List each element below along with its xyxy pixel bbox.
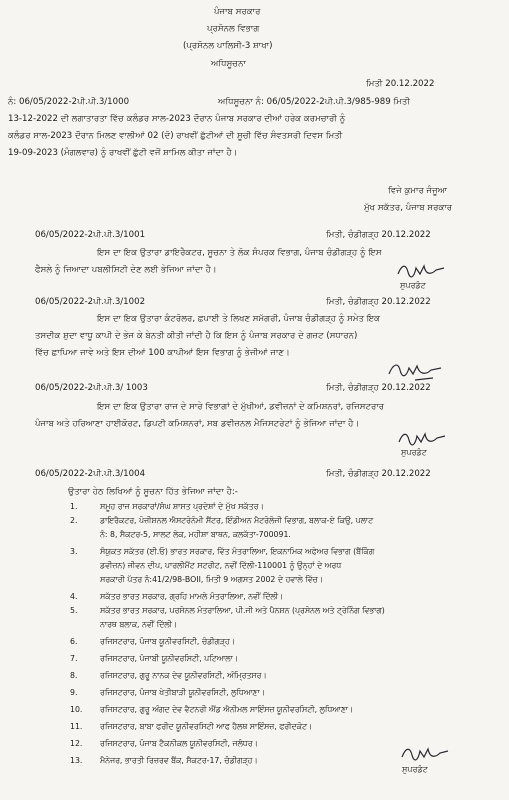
- notification-line: ਕਲੰਡਰ ਸਾਲ-2023 ਦੌਰਾਨ ਮਿਲਣ ਵਾਲੀਆਂ 02 (ਦੋ) ਰਾਖਵੀਂ ਛੁੱਟੀਆਂ ਦੀ ਸੂਚੀ ਵਿੱਚ ਸੰਵਤਸਰੀ ਦਿਵਸ ਮਿਤੀ: [8, 131, 343, 141]
- endorsement-number: 06/05/2022-2ਪੀ.ਪੀ.3/1002: [35, 297, 146, 307]
- header-date: ਮਿਤੀ 20.12.2022: [366, 79, 435, 89]
- signature-title: ਸੁਪਰਡੰਟ: [402, 765, 428, 774]
- header-dept: ਪ੍ਰਸੋਨਲ ਵਿਭਾਗ: [207, 24, 260, 34]
- endorsement-number: 06/05/2022-2ਪੀ.ਪੀ.3/1004: [35, 469, 146, 479]
- endorsement-line: ਵਿੱਚ ਛਾਪਿਆ ਜਾਵੇ ਅਤੇ ਇਸ ਦੀਆਂ 100 ਕਾਪੀਆਂ ਇਸ ਵਿਭਾਗ ਨੂੰ ਭੇਜੀਆਂ ਜਾਣ।: [35, 348, 290, 358]
- endorsement-number: 06/05/2022-2ਪੀ.ਪੀ.3/1001: [35, 230, 146, 240]
- signature-title: ਸੁਪਰਡੰਟ: [401, 448, 427, 457]
- endorsement-line: ਉਤਾਰਾ ਹੇਠ ਲਿਖਿਆਂ ਨੂੰ ਸੂਚਨਾ ਹਿੱਤ ਭੇਜਿਆ ਜਾਂਦਾ ਹੈ:-: [68, 487, 238, 497]
- endorsement-line: ਪੰਜਾਬ ਅਤੇ ਹਰਿਆਣਾ ਹਾਈਕੋਰਟ, ਡਿਪਟੀ ਕਮਿਸ਼ਨਰਾਂ, ਸਬ ਡਵੀਜ਼ਨਲ ਮੈਜਿਸਟਰੇਟਾਂ ਨੂੰ ਭੇਜਿਆ ਜਾਂਦਾ ਹੈ।: [35, 419, 360, 429]
- header-notice: ਅਧਿਸੂਚਨਾ: [211, 59, 246, 69]
- endorsement-line: ਇਸ ਦਾ ਇਕ ਉਤਾਰਾ ਕੰਟਰੋਲਰ, ਛਪਾਈ ਤੇ ਲਿਖਣ ਸਮੱਗਰੀ, ਪੰਜਾਬ ਚੰਡੀਗੜ੍ਹ ਨੂੰ ਸਮੇਤ ਇਕ: [97, 314, 381, 324]
- endorsement-line: ਇਸ ਦਾ ਇਕ ਉਤਾਰਾ ਰਾਜ ਦੇ ਸਾਰੇ ਵਿਭਾਗਾਂ ਦੇ ਮੁੱਖੀਆਂ, ਡਵੀਜ਼ਨਾਂ ਦੇ ਕਮਿਸ਼ਨਰਾਂ, ਰਜਿਸਟਰਾਰ: [97, 402, 385, 412]
- signature-title: ਸੁਪਰਡੰਟ: [400, 281, 426, 290]
- notification-line: 19-09-2023 (ਮੰਗਲਵਾਰ) ਨੂੰ ਰਾਖਵੀਂ ਛੁੱਟੀ ਵਜੋਂ ਸ਼ਾਮਿਲ ਕੀਤਾ ਜਾਂਦਾ ਹੈ।: [8, 148, 238, 158]
- signatory-title: ਮੁੱਖ ਸਕੱਤਰ, ਪੰਜਾਬ ਸਰਕਾਰ: [364, 203, 453, 213]
- notification-line: 13-12-2022 ਦੀ ਲਗਾਤਾਰਤਾ ਵਿੱਚ ਕਲੰਡਰ ਸਾਲ-2023 ਦੌਰਾਨ ਪੰਜਾਬ ਸਰਕਾਰ ਦੀਆਂ ਹਰੇਕ ਕਰਮਚਾਰੀ ਨੂੰ: [8, 114, 346, 124]
- endorsement-line: ਫੈਸਲੇ ਨੂੰ ਜਿਆਦਾ ਪਬਲੀਸਿਟੀ ਦੇਣ ਲਈ ਭੇਜਿਆ ਜਾਂਦਾ ਹੈ।: [35, 265, 217, 275]
- endorsement-date: ਮਿਤੀ, ਚੰਡੀਗੜ੍ਹ 20.12.2022: [326, 230, 431, 240]
- header-branch: (ਪ੍ਰਸੋਨਲ ਪਾਲਿਸੀ-3 ਸ਼ਾਖਾ): [183, 41, 273, 51]
- signatory-name: ਵਿਜੇ ਕੁਮਾਰ ਜੰਜੂਆ: [388, 186, 448, 196]
- endorsement-line: ਤਸਦੀਕ ਸ਼ੁਦਾ ਵਾਧੂ ਕਾਪੀ ਦੇ ਭੇਜ ਕੇ ਬੇਨਤੀ ਕੀਤੀ ਜਾਂਦੀ ਹੈ ਕਿ ਇਸ ਨੂੰ ਪੰਜਾਬ ਸਰਕਾਰ ਦੇ ਗਜ਼ਟ (ਸਧਾਰਨ): [35, 331, 358, 341]
- endorsement-date: ਮਿਤੀ, ਚੰਡੀਗੜ੍ਹ 20.12.2022: [326, 383, 431, 393]
- header-govt: ਪੰਜਾਬ ਸਰਕਾਰ: [214, 7, 261, 17]
- endorsement-date: ਮਿਤੀ, ਚੰਡੀਗੜ੍ਹ 20.12.2022: [326, 297, 431, 307]
- notification-number-left: ਨੰ: 06/05/2022-2ਪੀ.ਪੀ.3/1000: [8, 97, 130, 107]
- endorsement-line: ਇਸ ਦਾ ਇਕ ਉਤਾਰਾ ਡਾਇਰੈਕਟਰ, ਸੂਚਨਾ ਤੇ ਲੋਕ ਸੰਪਰਕ ਵਿਭਾਗ, ਪੰਜਾਬ ਚੰਡੀਗੜ੍ਹ ਨੂੰ ਇਸ: [97, 248, 382, 258]
- distribution-list: 1. ਸਮੂਹ ਰਾਜ ਸਰਕਾਰਾਂ/ਸੰਘ ਸ਼ਾਸਤ ਪ੍ਰਦੇਸ਼ਾਂ ਦੇ ਮੁੱਖ ਸਕੱਤਰ। 2. ਡਾਇਰੈਕਟਰ, ਪੋਜ਼ੀਸ਼ਨਲ ਐਸਟਰੋਨੋਮੀ ਸੈਂਟਰ, ਇੰਡੀਅਨ ਮੈਟਰੋਲੋਜੀ ਵਿਭਾਗ, ਬਲਾਕ-ਏ ਕਿਉ, ਪਲਾਟ ਨੰ: 8, ਸੈਕਟਰ-5, ਸਾਲਟ ਲੇਕ, ਮਹੀਸ਼ਾ ਬਾਥਨ, ਕਲਕੱਤਾ-700091. 3. ਸੰਯੁਕਤ ਸਕੱਤਰ (ਈ.ਓ) ਭਾਰਤ ਸਰਕਾਰ, ਵਿੱਤ ਮੰਤਰਾਲਿਆ, ਇਕਨਾਮਿਕ ਅਫੇਅਰ ਵਿਭਾਗ (ਬੈਂਕਿੰਗ ਡਵੀਜ਼ਨ) ਜੀਵਨ ਦੀਪ, ਪਾਰਲੀਮੈਂਟ ਸਟਰੀਟ, ਨਵੀਂ ਦਿੱਲੀ-110001 ਨੂੰ ਉਨ੍ਹਾਂ ਦੇ ਅਰਧ ਸਰਕਾਰੀ ਪੱਤਰ ਨੰ:41/2/98-BOII, ਮਿਤੀ 9 ਅਗਸਤ 2002 ਦੇ ਹਵਾਲੇ ਵਿੱਚ। 4. ਸਕੱਤਰ ਭਾਰਤ ਸਰਕਾਰ, ਗ੍ਰਹਿ ਮਾਮਲੇ ਮੰਤਰਾਲਿਆ, ਨਵੀਂ ਦਿੱਲੀ। 5. ਸਕੱਤਰ ਭਾਰਤ ਸਰਕਾਰ, ਪਰਸੋਨਲ ਮੰਤਰਾਲਿਆ, ਪੀ.ਜੀ ਅਤੇ ਪੈਨਸ਼ਨ (ਪ੍ਰਸੋਨਲ ਅਤੇ ਟ੍ਰੇਨਿੰਗ ਵਿਭਾਗ) ਨਾਰਥ ਬਲਾਕ, ਨਵੀਂ ਦਿੱਲੀ। 6. ਰਜਿਸਟਰਾਰ, ਪੰਜਾਬ ਯੂਨੀਵਰਸਿਟੀ, ਚੰਡੀਗੜ੍ਹ। 7. ਰਜਿਸਟਰਾਰ, ਪੰਜਾਬੀ ਯੂਨੀਵਰਸਿਟੀ, ਪਟਿਆਲਾ। 8. ਰਜਿਸਟਰਾਰ, ਗੁਰੂ ਨਾਨਕ ਦੇਵ ਯੂਨੀਵਰਸਿਟੀ, ਅੰਮ੍ਰਿਤਸਰ। 9. ਰਜਿਸਟਰਾਰ, ਪੰਜਾਬ ਖੇਤੀਬਾੜੀ ਯੂਨੀਵਰਸਿਟੀ, ਲੁਧਿਆਣਾ। 10. ਰਜਿਸਟਰਾਰ, ਗੁਰੂ ਅੰਗਦ ਦੇਵ ਵੈਟਨਰੀ ਐਂਡ ਐਨੀਮਲ ਸਾਇੰਸਜ਼ ਯੂਨੀਵਰਸਿਟੀ, ਲੁਧਿਆਣਾ। 11. ਰਜਿਸਟਰਾਰ, ਬਾਬਾ ਫਰੀਦ ਯੂਨੀਵਰਸਿਟੀ ਆਫ ਹੈਲਥ ਸਾਇੰਸਜ਼, ਫਰੀਦਕੋਟ। 12. ਰਜਿਸਟਰਾਰ, ਪੰਜਾਬ ਟੈਕਨੀਕਲ ਯੂਨੀਵਰਸਿਟੀ, ਜਲੰਧਰ। 13. ਮੈਨੇਜਰ, ਭਾਰਤੀ ਰਿਜ਼ਰਵ ਬੈਂਕ, ਸੈਕਟਰ-17, ਚੰਡੀਗੜ੍ਹ।: [70, 502, 385, 765]
- endorsement-date: ਮਿਤੀ, ਚੰਡੀਗੜ੍ਹ 20.12.2022: [326, 469, 431, 479]
- notification-number-right: ਅਧਿਸੂਚਨਾ ਨੰ: 06/05/2022-2ਪੀ.ਪੀ.3/985-989 ਮਿਤੀ: [218, 97, 410, 107]
- endorsement-number: 06/05/2022-2ਪੀ.ਪੀ.3/ 1003: [35, 383, 148, 393]
